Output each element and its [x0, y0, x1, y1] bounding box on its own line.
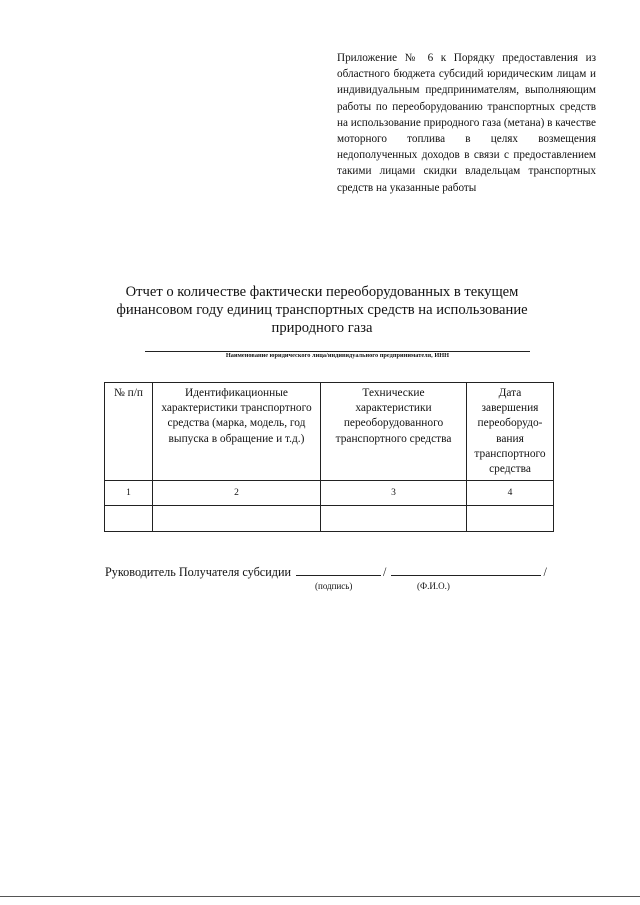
full-name-caption: (Ф.И.О.)	[417, 581, 450, 591]
header-cell-number: № п/п	[105, 383, 153, 481]
header-cell-identification: Идентификационные характеристики транспортного средства (марка, модель, год выпуска в обращение и т.д.)	[153, 383, 321, 481]
full-name-blank[interactable]	[391, 565, 541, 576]
column-number-cell: 3	[321, 481, 467, 506]
appendix-note: Приложение № 6 к Порядку предоставления из областного бюджета субсидий юридическим лицам и индивидуальным предпринимателям, выполняющим работы по переоборудованию транспортных средств на использование природного газа (метана) в качестве моторного топлива в целях возмещения недополученных доходов в связи с предоставлением такими лицами скидки владельцам транспортных средств на указанные работы	[337, 52, 596, 194]
table-cell[interactable]	[467, 506, 554, 532]
header-cell-technical: Технические характеристики переоборудованного транспортного средства	[321, 383, 467, 481]
organization-name-caption: Наименование юридического лица/индивидуального предпринимателя, ИНН	[225, 352, 450, 359]
table-cell[interactable]	[105, 506, 153, 532]
report-table	[104, 382, 554, 532]
header-cell-date: Дата завершения переоборудо-вания транспортного средства	[467, 383, 554, 481]
signature-blank[interactable]	[296, 565, 381, 576]
table-cell[interactable]	[321, 506, 467, 532]
table-cell[interactable]	[153, 506, 321, 532]
signature-line	[105, 565, 605, 579]
column-number-cell: 1	[105, 481, 153, 506]
page-bottom-rule	[0, 896, 640, 897]
separator-slash: /	[543, 565, 547, 579]
table-numbering-row	[105, 481, 554, 506]
table-row	[105, 506, 554, 532]
signature-caption: (подпись)	[315, 581, 353, 591]
column-number-cell: 4	[467, 481, 554, 506]
report-title: Отчет о количестве фактически переоборудованных в текущем финансовом году единиц транспортных средств на использование природного газа	[116, 284, 528, 336]
separator-slash: /	[383, 565, 387, 579]
signature-label: Руководитель Получателя субсидии	[105, 565, 291, 579]
column-number-cell: 2	[153, 481, 321, 506]
table-header-row	[105, 383, 554, 481]
